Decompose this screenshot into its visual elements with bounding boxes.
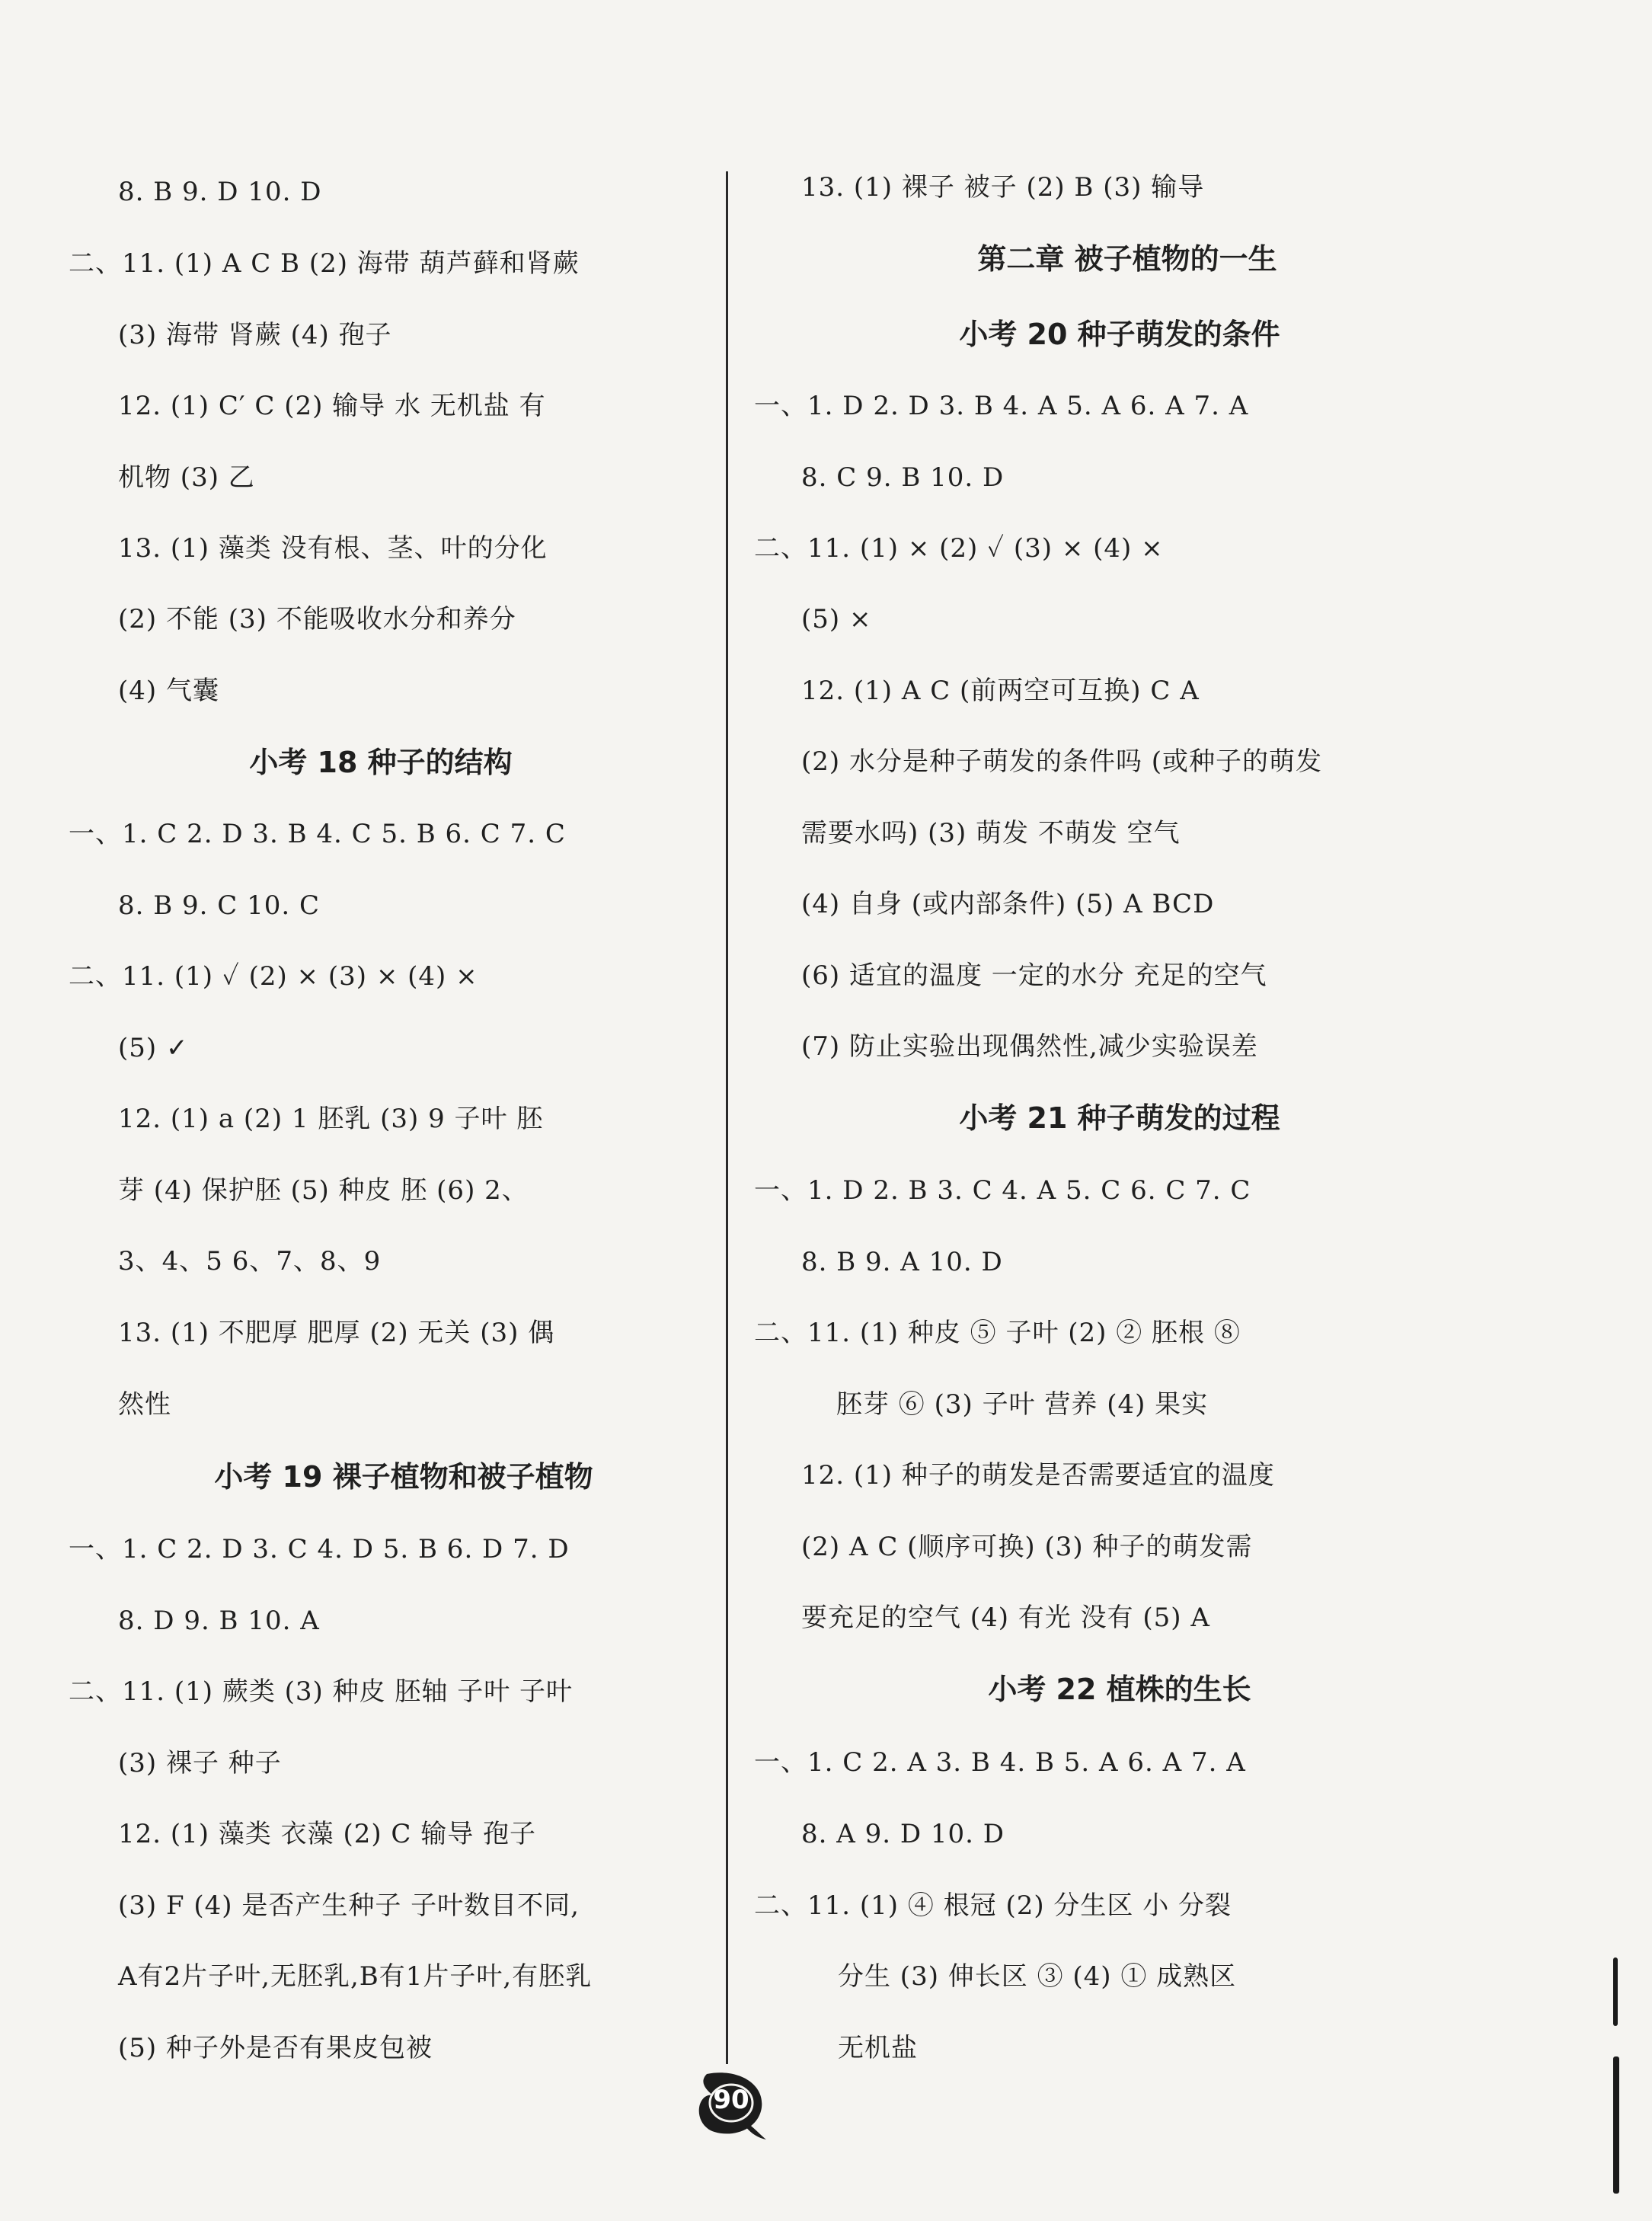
answer-line: (5) ✓ — [118, 1033, 189, 1063]
answer-line: 一、1. D 2. B 3. C 4. A 5. C 6. C 7. C — [754, 1175, 1251, 1206]
answer-line: (2) 水分是种子萌发的条件吗 (或种子的萌发 — [801, 746, 1323, 777]
section-heading-quiz-20: 小考 20 种子萌发的条件 — [959, 318, 1280, 351]
answer-line: (5) 种子外是否有果皮包被 — [118, 2033, 433, 2063]
answer-line: 二、11. (1) ④ 根冠 (2) 分生区 小 分裂 — [754, 1890, 1232, 1921]
answer-line: 13. (1) 不肥厚 肥厚 (2) 无关 (3) 偶 — [118, 1318, 555, 1348]
answer-line: 12. (1) 种子的萌发是否需要适宜的温度 — [801, 1460, 1275, 1491]
answer-line: 8. A 9. D 10. D — [801, 1819, 1005, 1849]
page-number: 90 — [713, 2085, 749, 2115]
answer-line: (4) 气囊 — [118, 676, 219, 706]
answer-line: 二、11. (1) × (2) ✓ (3) × (4) × — [754, 533, 1164, 564]
answer-line: 胚芽 ⑥ (3) 子叶 营养 (4) 果实 — [836, 1389, 1209, 1420]
answer-line: (3) 海带 肾蕨 (4) 孢子 — [118, 320, 392, 350]
answer-line: 一、1. C 2. D 3. B 4. C 5. B 6. C 7. C — [69, 819, 566, 849]
answer-line: 二、11. (1) 种皮 ⑤ 子叶 (2) ② 胚根 ⑧ — [754, 1318, 1241, 1348]
answer-line: 8. B 9. D 10. D — [118, 177, 322, 207]
scan-edge-mark — [1613, 2056, 1619, 2194]
answer-line: 无机盐 — [838, 2033, 918, 2063]
answer-line: 机物 (3) 乙 — [118, 462, 255, 493]
answer-line: 12. (1) C′ C (2) 输导 水 无机盐 有 — [118, 391, 546, 421]
section-heading-quiz-22: 小考 22 植株的生长 — [988, 1673, 1251, 1706]
answer-line: 8. B 9. A 10. D — [801, 1247, 1003, 1277]
answer-line: 12. (1) A C (前两空可互换) C A — [801, 676, 1200, 706]
column-divider — [726, 171, 728, 2064]
answer-line: (5) × — [801, 604, 872, 634]
answer-line: 13. (1) 裸子 被子 (2) B (3) 输导 — [801, 172, 1205, 203]
answer-line: 二、11. (1) A C B (2) 海带 葫芦藓和肾蕨 — [69, 248, 580, 279]
section-heading-quiz-18: 小考 18 种子的结构 — [249, 746, 513, 779]
answer-line: (3) 裸子 种子 — [118, 1748, 282, 1778]
page-number-badge — [692, 2068, 771, 2141]
answer-line: 二、11. (1) ✓ (2) × (3) × (4) × — [69, 961, 478, 992]
answer-line: 分生 (3) 伸长区 ③ (4) ① 成熟区 — [838, 1961, 1237, 1992]
answer-line: 12. (1) a (2) 1 胚乳 (3) 9 子叶 胚 — [118, 1104, 544, 1134]
scan-edge-mark — [1613, 1957, 1618, 2026]
answer-line: (2) 不能 (3) 不能吸收水分和养分 — [118, 604, 516, 634]
answer-line: 一、1. D 2. D 3. B 4. A 5. A 6. A 7. A — [754, 391, 1249, 421]
answer-line: 然性 — [118, 1389, 171, 1420]
answer-line: 一、1. C 2. D 3. C 4. D 5. B 6. D 7. D — [69, 1534, 570, 1564]
answer-line: 8. C 9. B 10. D — [801, 462, 1005, 493]
section-heading-quiz-21: 小考 21 种子萌发的过程 — [959, 1101, 1280, 1135]
answer-line: 要充足的空气 (4) 有光 没有 (5) A — [801, 1603, 1210, 1633]
answer-line: 3、4、5 6、7、8、9 — [118, 1246, 382, 1277]
chapter-heading: 第二章 被子植物的一生 — [977, 242, 1277, 276]
answer-line: 12. (1) 藻类 衣藻 (2) C 输导 孢子 — [118, 1819, 537, 1849]
answer-line: 需要水吗) (3) 萌发 不萌发 空气 — [801, 818, 1181, 848]
answer-line: (2) A C (顺序可换) (3) 种子的萌发需 — [801, 1532, 1253, 1562]
answer-line: (3) F (4) 是否产生种子 子叶数目不同, — [118, 1890, 580, 1921]
answer-line: (7) 防止实验出现偶然性,减少实验误差 — [801, 1031, 1258, 1062]
answer-line: 8. D 9. B 10. A — [118, 1606, 320, 1636]
answer-line: (6) 适宜的温度 一定的水分 充足的空气 — [801, 960, 1267, 991]
answer-line: 芽 (4) 保护胚 (5) 种皮 胚 (6) 2、 — [118, 1175, 529, 1206]
answer-line: 8. B 9. C 10. C — [118, 890, 321, 921]
answer-line: 13. (1) 藻类 没有根、茎、叶的分化 — [118, 533, 548, 564]
answer-line: (4) 自身 (或内部条件) (5) A BCD — [801, 889, 1215, 919]
answer-line: A有2片子叶,无胚乳,B有1片子叶,有胚乳 — [118, 1961, 593, 1992]
answer-line: 一、1. C 2. A 3. B 4. B 5. A 6. A 7. A — [754, 1747, 1246, 1778]
answer-line: 二、11. (1) 蕨类 (3) 种皮 胚轴 子叶 子叶 — [69, 1676, 574, 1707]
section-heading-quiz-19: 小考 19 裸子植物和被子植物 — [214, 1460, 593, 1494]
